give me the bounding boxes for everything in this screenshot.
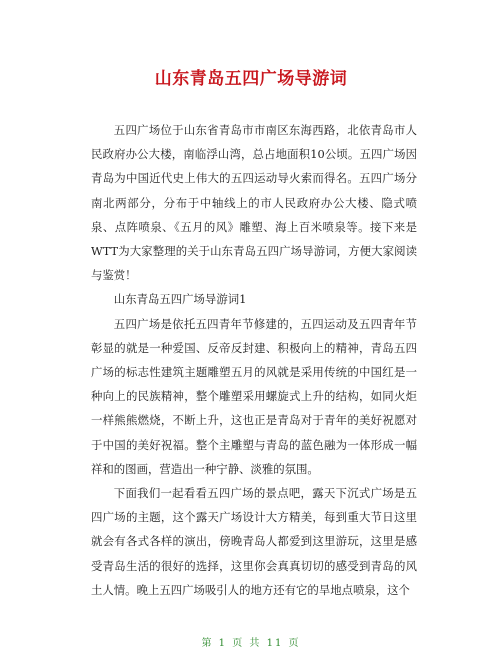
document-title: 山东青岛五四广场导游词 — [154, 69, 348, 89]
document-body — [91, 118, 417, 602]
page-number-footer: 第 1 页 共 11 页 — [201, 638, 301, 649]
body-paragraph: 五四广场是依托五四青年节修建的，五四运动及五四青年节彰显的就是一种爱国、反帝反封建、积极向上的精神，青岛五四广场的标志性建筑主题雕塑五月的风就是采用传统的中国红是一种向上的民族精神，整个雕塑采用螺旋式上升的结构，如同火炬一样熊熊燃烧，不断上升，这也正是青岛对于青年的美好祝愿对于中国的美好祝福。整个主雕塑与青岛的蓝色融为一体形成一幅祥和的图画，营造出一种宁静、淡雅的氛围。 — [91, 316, 417, 476]
intro-paragraph: 五四广场位于山东省青岛市市南区东海西路，北依青岛市人民政府办公大楼，南临浮山湾，总占地面积10公顷。五四广场因青岛为中国近代史上伟大的五四运动导火索而得名。五四广场分南北两部分，分布于中轴线上的市人民政府办公大楼、隐式喷泉、点阵喷泉、《五月的风》雕塑、海上百米喷泉等。接下来是WTT为大家整理的关于山东青岛五四广场导游词，方便大家阅读与鉴赏！ — [91, 123, 417, 283]
body-paragraph: 下面我们一起看看五四广场的景点吧，露天下沉式广场是五四广场的主题，这个露天广场设计大方精美，每到重大节日这里就会有各式各样的演出，傍晚青岛人都爱到这里游玩，这里是感受青岛生活的很好的选择，这里你会真真切切的感受到青岛的风土人情。晚上五四广场吸引人的地方还有它的旱地点喷泉，这个 — [91, 486, 417, 597]
section-heading: 山东青岛五四广场导游词1 — [113, 292, 247, 307]
